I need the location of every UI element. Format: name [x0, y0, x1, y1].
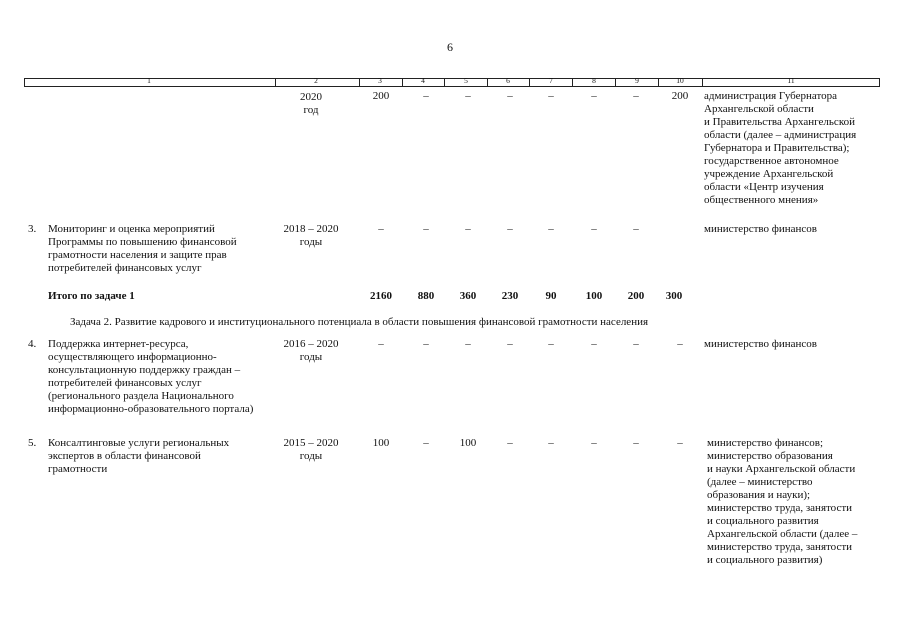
- row-executor: [704, 338, 817, 351]
- column-header: 7: [549, 76, 553, 85]
- executor-line: Архангельской области (далее –: [707, 528, 858, 540]
- total-value: 2160: [370, 290, 392, 302]
- cell-value: 200: [671, 90, 689, 102]
- header-divider: [702, 79, 703, 86]
- cell-value: –: [633, 90, 639, 102]
- cell-value: –: [423, 223, 429, 235]
- column-header: 5: [464, 76, 468, 85]
- cell-value: –: [677, 437, 683, 449]
- executor-line: образования и науки);: [707, 489, 811, 501]
- header-divider: [402, 79, 403, 86]
- header-divider: [359, 79, 360, 86]
- name-line: осуществляющего информационно-: [48, 351, 217, 363]
- row-period: [280, 437, 342, 463]
- task-heading: Задача 2. Развитие кадрового и институционального потенциала в области повышения финансовой грамотности населения: [70, 316, 649, 328]
- header-divider: [275, 79, 276, 86]
- column-header: 10: [676, 76, 684, 85]
- column-header: 11: [787, 76, 795, 85]
- name-line: потребителей финансовых услуг: [48, 377, 202, 389]
- cell-value: –: [591, 223, 597, 235]
- column-header: 8: [592, 76, 596, 85]
- row-number: 4.: [28, 338, 37, 350]
- header-divider: [658, 79, 659, 86]
- cell-value: –: [507, 90, 513, 102]
- period-line: год: [303, 104, 319, 116]
- row-executor: [704, 90, 856, 207]
- period-line: годы: [299, 351, 323, 363]
- executor-line: и социального развития): [707, 554, 823, 566]
- name-line: информационно-образовательного портала): [48, 403, 254, 415]
- total-label: Итого по задаче 1: [48, 290, 135, 302]
- header-divider: [615, 79, 616, 86]
- name-line: Поддержка интернет-ресурса,: [48, 338, 189, 350]
- period-line: годы: [299, 450, 323, 462]
- total-value: 200: [627, 290, 645, 302]
- cell-value: –: [423, 90, 429, 102]
- cell-value: –: [548, 223, 554, 235]
- cell-value: –: [507, 437, 513, 449]
- total-value: 90: [545, 290, 557, 302]
- column-header: 2: [314, 76, 318, 85]
- cell-value: –: [591, 437, 597, 449]
- row-period: [280, 223, 342, 249]
- cell-value: –: [378, 338, 384, 350]
- cell-value: –: [633, 338, 639, 350]
- executor-line: министерство финансов: [704, 223, 817, 235]
- row-name: [48, 437, 229, 476]
- column-header: 3: [378, 76, 382, 85]
- header-divider: [487, 79, 488, 86]
- executor-line: общественного мнения»: [704, 194, 819, 206]
- row-name: [48, 223, 237, 275]
- cell-value: –: [591, 90, 597, 102]
- row-number: 5.: [28, 437, 37, 449]
- period-line: 2015 – 2020: [283, 437, 339, 449]
- cell-value: –: [677, 338, 683, 350]
- name-line: Мониторинг и оценка мероприятий: [48, 223, 215, 235]
- column-header: 9: [635, 76, 639, 85]
- executor-line: министерство финансов;: [707, 437, 824, 449]
- cell-value: –: [465, 90, 471, 102]
- executor-line: Губернатора и Правительства);: [704, 142, 850, 154]
- executor-line: и Правительства Архангельской: [704, 116, 855, 128]
- total-value: 100: [585, 290, 603, 302]
- executor-line: государственное автономное: [704, 155, 839, 167]
- name-line: грамотности: [48, 463, 108, 475]
- name-line: (регионального раздела Национального: [48, 390, 234, 402]
- cell-value: –: [465, 223, 471, 235]
- executor-line: и социального развития: [707, 515, 819, 527]
- cell-value: –: [465, 338, 471, 350]
- column-header: 6: [506, 76, 510, 85]
- row-name: [48, 338, 253, 416]
- name-line: Программы по повышению финансовой: [48, 236, 237, 248]
- total-value: 360: [459, 290, 477, 302]
- cell-value: –: [378, 223, 384, 235]
- total-value: 230: [501, 290, 519, 302]
- total-value: 300: [665, 290, 683, 302]
- header-divider: [444, 79, 445, 86]
- column-header: 4: [421, 76, 425, 85]
- executor-line: министерство образования: [707, 450, 833, 462]
- name-line: грамотности населения и защите прав: [48, 249, 227, 261]
- name-line: Консалтинговые услуги региональных: [48, 437, 230, 449]
- cell-value: –: [548, 437, 554, 449]
- total-value: 880: [417, 290, 435, 302]
- header-divider: [572, 79, 573, 86]
- cell-value: 200: [372, 90, 390, 102]
- period-line: годы: [299, 236, 323, 248]
- period-line: 2016 – 2020: [283, 338, 339, 350]
- column-header: 1: [147, 76, 151, 85]
- cell-value: –: [548, 90, 554, 102]
- row-executor: [704, 223, 817, 236]
- executor-line: области «Центр изучения: [704, 181, 824, 193]
- cell-value: –: [507, 223, 513, 235]
- executor-line: (далее – министерство: [707, 476, 813, 488]
- name-line: консультационную поддержку граждан –: [48, 364, 241, 376]
- executor-line: учреждение Архангельской: [704, 168, 834, 180]
- cell-value: –: [507, 338, 513, 350]
- executor-line: министерство труда, занятости: [707, 502, 853, 514]
- cell-value: –: [423, 437, 429, 449]
- executor-line: министерство труда, занятости: [707, 541, 853, 553]
- cell-value: –: [591, 338, 597, 350]
- name-line: экспертов в области финансовой: [48, 450, 201, 462]
- row-number: 3.: [28, 223, 37, 235]
- row-period: [280, 91, 342, 117]
- executor-line: администрация Губернатора: [704, 90, 838, 102]
- cell-value: –: [633, 223, 639, 235]
- page-number: 6: [447, 40, 453, 54]
- executor-line: Архангельской области: [704, 103, 814, 115]
- cell-value: –: [548, 338, 554, 350]
- cell-value: –: [633, 437, 639, 449]
- cell-value: 100: [372, 437, 390, 449]
- executor-line: и науки Архангельской области: [707, 463, 856, 475]
- executor-line: области (далее – администрация: [704, 129, 857, 141]
- period-line: 2020: [300, 91, 322, 103]
- header-divider: [529, 79, 530, 86]
- executor-line: министерство финансов: [704, 338, 817, 350]
- period-line: 2018 – 2020: [283, 223, 339, 235]
- name-line: потребителей финансовых услуг: [48, 262, 202, 274]
- row-executor: [707, 437, 857, 567]
- cell-value: –: [423, 338, 429, 350]
- cell-value: 100: [459, 437, 477, 449]
- row-period: [280, 338, 342, 364]
